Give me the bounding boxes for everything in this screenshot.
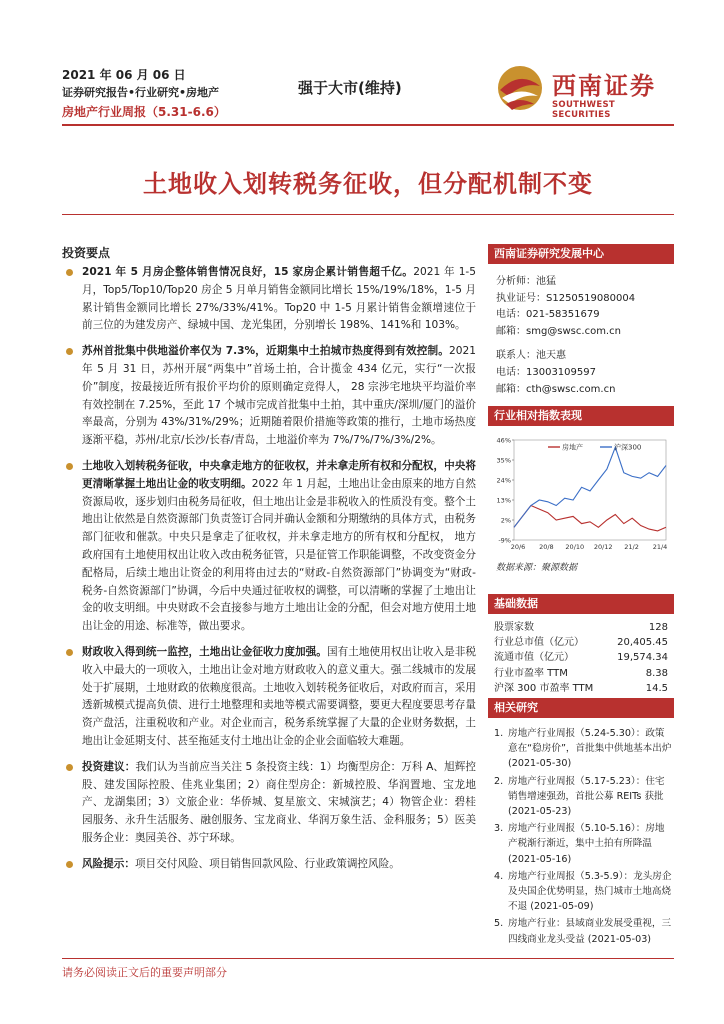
key-points xyxy=(62,264,476,882)
related-report-link[interactable] xyxy=(494,869,674,915)
basic-data-key: 流通市值（亿元） xyxy=(494,652,574,664)
key-point-text: 我们认为当前应当关注 5 条投资主线：1）均衡型房企：万科 A、旭辉控股、建发国际控股、佳兆业集团；2）商住型房企：新城控股、华润置地、宝龙地产、龙湖集团；3）文旅企业：华侨城、复星旅文、宋城演艺；4）物管企业：碧桂园服务、永升生活服务、融创服务、宝龙商业、华润万象生活、金科服务；5）医美服务企业：奥园美谷、苏宁环球。 xyxy=(82,760,477,844)
x-tick-label: 20/6 xyxy=(510,543,526,551)
basic-data-key: 行业市盈率 TTM xyxy=(494,667,568,679)
analyst-email[interactable]: 邮箱：smg@swsc.com.cn xyxy=(496,325,621,337)
key-point-bold: 2021 年 5 月房企整体销售情况良好，15 家房企累计销售超千亿。 xyxy=(82,266,414,278)
section-heading: 投资要点 xyxy=(62,246,111,260)
basic-data-value: 14.5 xyxy=(645,682,668,694)
series-line-real-estate xyxy=(514,506,666,531)
basic-data-value: 19,574.34 xyxy=(617,652,668,664)
related-research-box xyxy=(488,698,674,949)
basic-data-row xyxy=(488,650,674,665)
page-title: 土地收入划转税务征收，但分配机制不变 xyxy=(143,170,593,198)
basic-data-key: 沪深 300 市盈率 TTM xyxy=(494,682,594,694)
report-date: 2021 年 06 月 06 日 xyxy=(62,68,186,82)
x-tick-label: 20/10 xyxy=(565,543,585,551)
logo-cn-text: 西南证券 xyxy=(552,71,656,100)
related-text: 房地产行业周报（5.17-5.23）：住宅销售增速强劲，首批公募 REITs 获批 (2021-05-23) xyxy=(508,775,665,818)
related-number: 4. xyxy=(494,870,504,882)
title-divider xyxy=(62,214,674,215)
basic-data-title: 基础数据 xyxy=(488,594,674,614)
chart-source: 数据来源：聚源数据 xyxy=(496,563,578,573)
y-tick-label: 13% xyxy=(496,496,511,505)
bullet-dot-icon xyxy=(66,764,73,771)
key-point-item xyxy=(62,759,476,848)
series-line-hs300 xyxy=(514,447,666,527)
bullet-dot-icon xyxy=(66,649,73,656)
key-point-text: 2021 年 5 月 31 日，苏州开展“两集中”首场土拍，合计揽金 434 亿元，实行“一次报价”制度，按最接近所有报价平均价的原则确定竞得人， 28 宗涉宅地块平均溢价率有效控制在 7.25%，至此 17 个城市完成首批集中土拍，其中重庆/深圳/厦门的溢价率最高，分别为 43%/31%/29%；近期随着限价措施等政策的推行，土地市场热度逐渐平稳，苏州/北京/长沙/长春/青岛，土地溢价率为 7%/7%/7%/3%/2%。 xyxy=(82,345,476,447)
y-tick-label: 2% xyxy=(500,516,511,525)
index-chart-box xyxy=(488,406,674,573)
related-text: 房地产行业周报（5.3-5.9）：龙头房企及央国企优势明显，热门城市土地高烧不退 (2021-05-09) xyxy=(508,870,672,913)
y-tick-label: 24% xyxy=(496,476,511,485)
basic-data-value: 20,405.45 xyxy=(617,637,668,649)
analyst-line: 电话：021-58351679 xyxy=(496,309,600,321)
key-point-item xyxy=(62,856,476,874)
key-point-item xyxy=(62,644,476,751)
x-tick-label: 20/12 xyxy=(593,543,613,551)
footer-divider xyxy=(62,958,674,959)
related-report-link[interactable] xyxy=(494,821,674,867)
bullet-dot-icon xyxy=(66,269,73,276)
basic-data-value: 8.38 xyxy=(645,667,668,679)
basic-data-row xyxy=(488,666,674,681)
key-point-text: 国有土地使用权出让收入是非税收入中最大的一项收入，土地出让金对地方财政收入的意义重大。强二线城市的发展处于扩展期，土地财政的依赖度很高。土地收入划转税务征收后，对政府而言，采用透新城模式提高负债、进行土地整理和卖地等模式需要调整，要更大程度要思考存量资产盘活，注重税收和产业。对企业而言，税务系统掌握了大量的企业财务数据，土地出让金延期支付、甚至拖延支付土地出让金的企业会面临较大难题。 xyxy=(82,645,476,747)
chart-box-title: 行业相对指数表现 xyxy=(488,406,674,426)
key-point-bold: 风险提示： xyxy=(82,857,135,870)
related-report-link[interactable] xyxy=(494,774,674,820)
bullet-dot-icon xyxy=(66,861,73,868)
report-weekly-title: 房地产行业周报（5.31-6.6） xyxy=(62,105,226,119)
basic-data-row xyxy=(488,620,674,635)
key-point-bold: 苏州首批集中供地溢价率仅为 7.3%，近期集中土拍城市热度得到有效控制。 xyxy=(82,345,450,358)
company-logo xyxy=(494,60,674,120)
analyst-box-title: 西南证券研究发展中心 xyxy=(488,244,674,264)
basic-data-value: 128 xyxy=(648,622,668,633)
key-point-bold: 投资建议： xyxy=(82,760,136,773)
key-point-text: 2022 年 1 月起，土地出让金由原来的地方自然资源局收，逐步划归由税务局征收，但土地出让金是非税收入的性质没有变。整个土地出让依然是自然资源部门负责签订合同并确认金额和分期缴纳的具体方式，由税务部门征收和催款。中央只是拿走了征收权，并未拿走地方的所有权和分配权， 地方政府国有土地使用权出让收入改由税务征管，只是征管工作职能调整，不改变资金分配格局，后续土地出让资金的利用将由过去的“财政-自然资源部门”协调变为“财政-税务-自然资源部门”协调，今后中央通过征收权的调整，可以清晰的掌握了土地出让金的收支明细。中央财政不会直接参与地方土地出让金的分配，但会对地方使用土地出让金的用途、标准等，做出要求。 xyxy=(82,477,476,633)
analyst-line: 执业证号：S1250519080004 xyxy=(496,292,636,304)
key-point-bold: 财政收入得到统一监控，土地出让金征收力度加强。 xyxy=(82,645,327,658)
y-tick-label: 35% xyxy=(496,456,511,465)
related-text: 房地产行业：县域商业发展受重视，三四线商业龙头受益 (2021-05-03) xyxy=(508,918,672,945)
bullet-dot-icon xyxy=(66,348,73,355)
legend-label: 沪深300 xyxy=(614,443,642,452)
basic-data-row xyxy=(488,681,674,696)
logo-en-text: SOUTHWEST SECURITIES xyxy=(552,100,615,120)
rating: 强于大市(维持) xyxy=(298,79,402,97)
footer-disclaimer[interactable]: 请务必阅读正文后的重要声明部分 xyxy=(62,966,227,979)
contact-email[interactable]: 邮箱：cth@swsc.com.cn xyxy=(496,383,616,395)
key-point-text: 项目交付风险、项目销售回款风险、行业政策调控风险。 xyxy=(134,857,400,870)
basic-data-box xyxy=(488,594,674,696)
analyst-line: 分析师：池猛 xyxy=(496,276,556,287)
header-divider xyxy=(62,124,674,126)
key-point-item xyxy=(62,458,476,636)
bullet-dot-icon xyxy=(66,463,73,470)
related-research-title: 相关研究 xyxy=(488,698,674,718)
basic-data-row xyxy=(488,635,674,650)
basic-data-key: 行业总市值（亿元） xyxy=(494,637,584,649)
related-number: 1. xyxy=(494,728,504,739)
related-number: 5. xyxy=(494,918,504,930)
x-tick-label: 20/8 xyxy=(539,543,554,551)
related-number: 2. xyxy=(494,775,504,787)
key-point-text: 2021 年 1-5 月，Top5/Top10/Top20 房企 5 月单月销售金额同比增长 15%/19%/18%，1-5 月累计销售金额同比增长 27%/33%/41%。Top20 中 1-5 月累计销售金额增速位于前三位的为建发房产、绿城中国、龙光集团，分别增长 198%、141%和 103%。 xyxy=(82,266,476,332)
report-category: 证券研究报告•行业研究•房地产 xyxy=(62,86,220,99)
related-report-link[interactable] xyxy=(494,726,674,772)
key-point-item xyxy=(62,264,476,335)
contact-line: 电话：13003109597 xyxy=(496,366,596,378)
contact-line: 联系人：池天惠 xyxy=(496,350,566,362)
related-report-link[interactable] xyxy=(494,916,674,946)
analyst-box xyxy=(488,244,674,398)
x-tick-label: 21/4 xyxy=(652,543,668,551)
relative-index-chart xyxy=(488,432,674,560)
related-text: 房地产行业周报（5.10-5.16）：房地产税渐行渐近，集中土拍有所降温 (2021-05-16) xyxy=(508,823,665,865)
logo-emblem-icon xyxy=(494,60,546,116)
basic-data-key: 股票家数 xyxy=(494,622,534,633)
key-point-item xyxy=(62,343,476,450)
y-tick-label: 46% xyxy=(496,436,511,445)
related-text: 房地产行业周报（5.24-5.30）：政策意在“稳房价”，首批集中供地基本出炉 (2021-05-30) xyxy=(508,728,672,770)
y-tick-label: -9% xyxy=(498,536,511,545)
related-number: 3. xyxy=(494,823,504,835)
key-point-bold: 土地收入划转税务征收，中央拿走地方的征收权，并未拿走所有权和分配权，中央将更清晰掌握土地出让金的收支明细。 xyxy=(82,459,476,490)
legend-label: 房地产 xyxy=(562,443,583,452)
x-tick-label: 21/2 xyxy=(624,543,639,551)
